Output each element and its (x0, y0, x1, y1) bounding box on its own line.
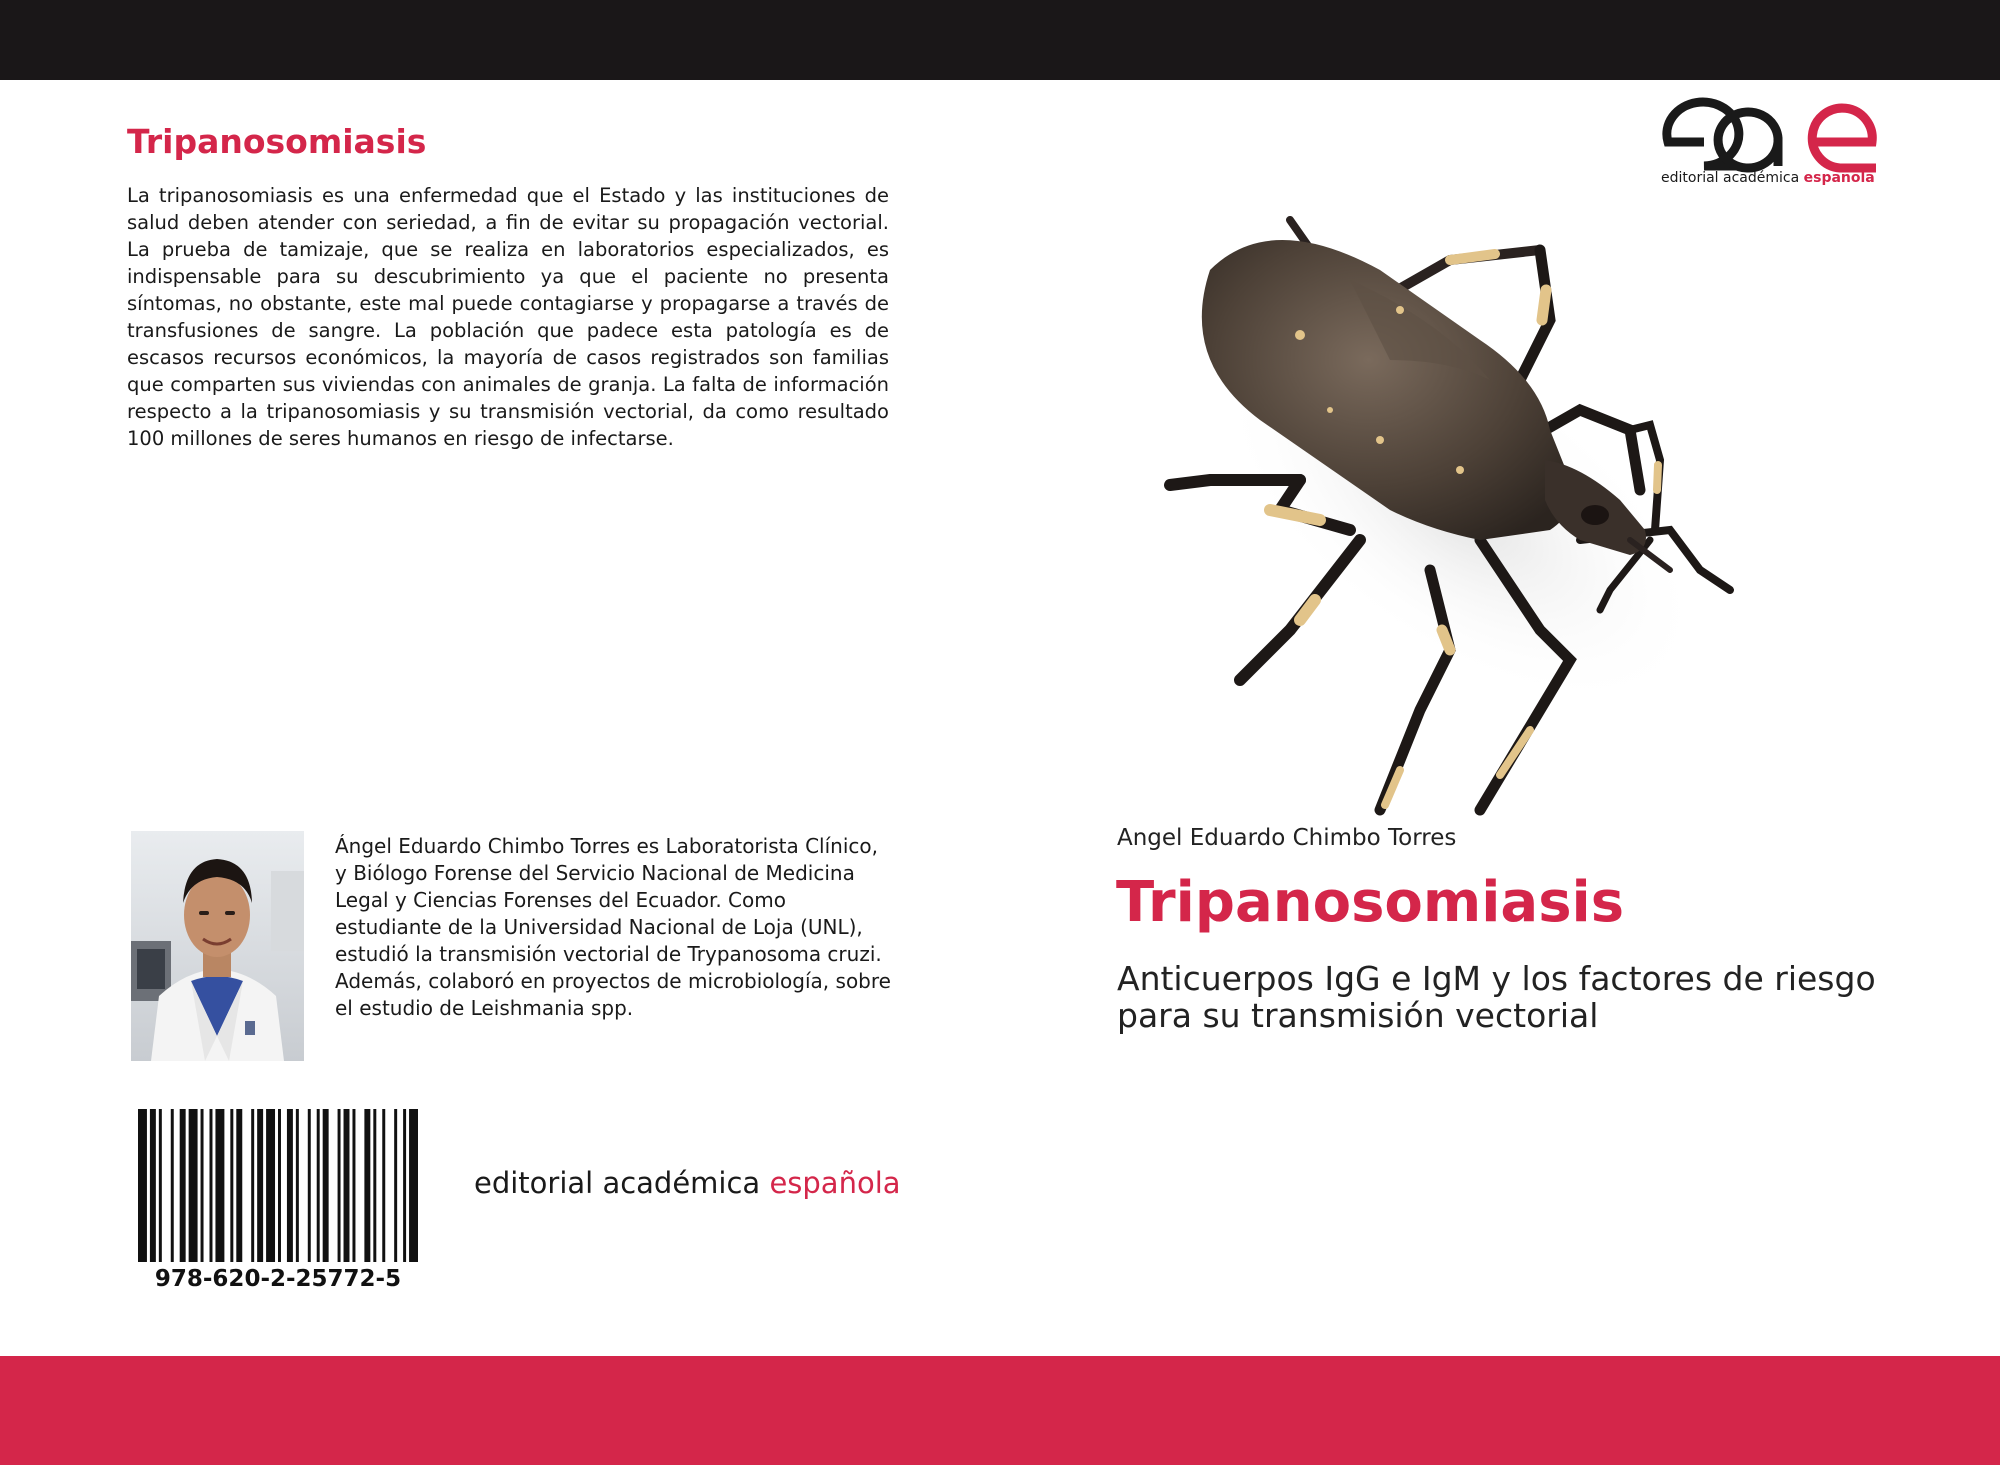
barcode-bar (171, 1109, 174, 1262)
barcode-bar (180, 1109, 186, 1262)
barcode-bar (189, 1109, 198, 1262)
barcode-bar (287, 1109, 293, 1262)
barcode-bar (308, 1109, 311, 1262)
barcode-bar (323, 1109, 329, 1262)
publisher-wordmark (474, 1166, 901, 1200)
barcode-bar (394, 1109, 397, 1262)
barcode-bar (266, 1109, 275, 1262)
front-cover-title: Tripanosomiasis (1116, 870, 1625, 935)
barcode-bar (344, 1109, 350, 1262)
barcode-bar (373, 1109, 376, 1262)
barcode-bar (230, 1109, 233, 1262)
front-cover-author: Angel Eduardo Chimbo Torres (1117, 825, 1457, 851)
barcode-bar (236, 1109, 242, 1262)
isbn-number: 978-620-2-25772-5 (154, 1266, 402, 1292)
publisher-name-part1: editorial académica (474, 1166, 761, 1200)
author-bio: Ángel Eduardo Chimbo Torres es Laboratorista Clínico, y Biólogo Forense del Servicio Nacional de Medicina Legal y Ciencias Forenses del Ecuador. Como estudiante de la Universidad Nacional de Loja (UNL), estudió la transmisión vectorial de Trypanosoma cruzi. Además, colaboró en proyectos de microbiología, sobre el estudio de Leishmania spp. (335, 834, 891, 1020)
barcode-bar (278, 1109, 281, 1262)
barcode-bar (296, 1109, 299, 1262)
barcode-bar (257, 1109, 263, 1262)
author-portrait-icon (131, 831, 304, 1061)
barcode-bar (209, 1109, 212, 1262)
back-cover-blurb: La tripanosomiasis es una enfermedad que el Estado y las instituciones de salud deben atender con seriedad, a fin de evitar su propagación vectorial. La prueba de tamizaje, que se realiza en laboratorios especializados, es indispensable para su descubrimiento ya que el paciente no presenta síntomas, no obstante, este mal puede contagiarse y propagarse a través de transfusiones de sangre. La población que padece esta patología es de escasos recursos económicos, la mayoría de casos registrados son familias que comparten sus viviendas con animales de granja. La falta de información respecto a la tripanosomiasis y su transmisión vectorial, da como resultado 100 millones de seres humanos en riesgo de infectarse. (127, 184, 889, 450)
back-cover-title: Tripanosomiasis (127, 122, 427, 161)
barcode-bar (352, 1109, 355, 1262)
publisher-name-part2: española (769, 1166, 901, 1200)
logo-caption-part2: española (1803, 170, 1875, 186)
barcode-bar (364, 1109, 370, 1262)
logo-caption-part1: editorial académica (1661, 170, 1800, 186)
kissing-bug-icon (1150, 210, 1800, 820)
barcode-bar (409, 1109, 418, 1262)
author-photo (131, 831, 304, 1061)
barcode-bar (382, 1109, 385, 1262)
barcode-bar (201, 1109, 204, 1262)
barcode-bar (317, 1109, 320, 1262)
barcode-bar (138, 1109, 147, 1262)
isbn-barcode (138, 1109, 418, 1262)
front-cover-subtitle: Anticuerpos IgG e IgM y los factores de riesgo para su transmisión vectorial (1117, 959, 1876, 1035)
barcode-bar (150, 1109, 156, 1262)
barcode-bar (215, 1109, 224, 1262)
logo-caption (1661, 170, 1875, 186)
barcode-bar (159, 1109, 162, 1262)
barcode-bar (251, 1109, 254, 1262)
bottom-band (0, 1356, 2000, 1465)
barcode-bar (338, 1109, 341, 1262)
barcode-bar (403, 1109, 406, 1262)
top-band (0, 0, 2000, 80)
